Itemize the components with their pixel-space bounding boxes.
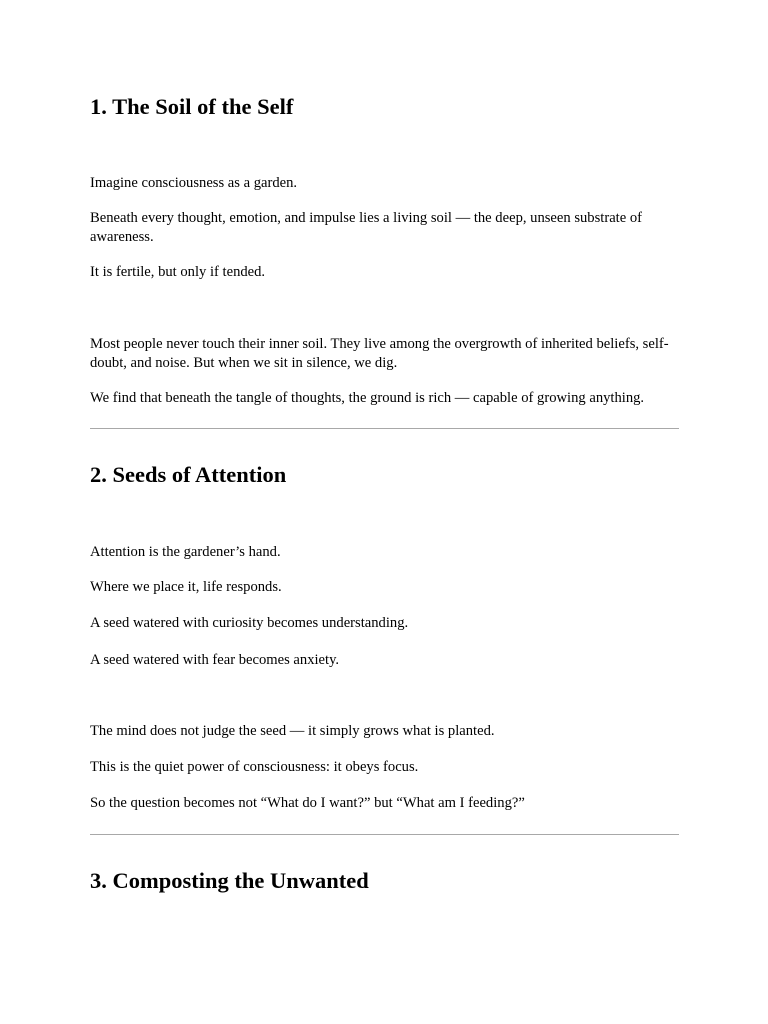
paragraph: We find that beneath the tangle of thoughts, the ground is rich — capable of growing anything. xyxy=(90,390,645,406)
section-heading: 2. Seeds of Attention xyxy=(90,462,287,487)
section-divider xyxy=(90,428,679,429)
section-heading: 3. Composting the Unwanted xyxy=(90,868,369,893)
paragraph: Where we place it, life responds. xyxy=(90,579,282,595)
paragraph: The mind does not judge the seed — it simply grows what is planted. xyxy=(90,723,495,739)
paragraph: So the question becomes not “What do I want?” but “What am I feeding?” xyxy=(90,795,525,811)
paragraph: A seed watered with fear becomes anxiety. xyxy=(90,652,340,668)
paragraph: Imagine consciousness as a garden. xyxy=(90,175,298,191)
section-divider xyxy=(90,834,679,835)
paragraph: This is the quiet power of consciousness: it obeys focus. xyxy=(90,759,419,775)
paragraph: Attention is the gardener’s hand. xyxy=(90,544,281,560)
paragraph: It is fertile, but only if tended. xyxy=(90,264,266,280)
section-heading: 1. The Soil of the Self xyxy=(90,94,294,119)
paragraph: Beneath every thought, emotion, and impulse lies a living soil — the deep, unseen substrate of awareness. xyxy=(90,210,643,245)
paragraph: A seed watered with curiosity becomes understanding. xyxy=(90,615,409,631)
paragraph: Most people never touch their inner soil. They live among the overgrowth of inherited beliefs, self-doubt, and noise. But when we sit in silence, we dig. xyxy=(90,336,669,371)
